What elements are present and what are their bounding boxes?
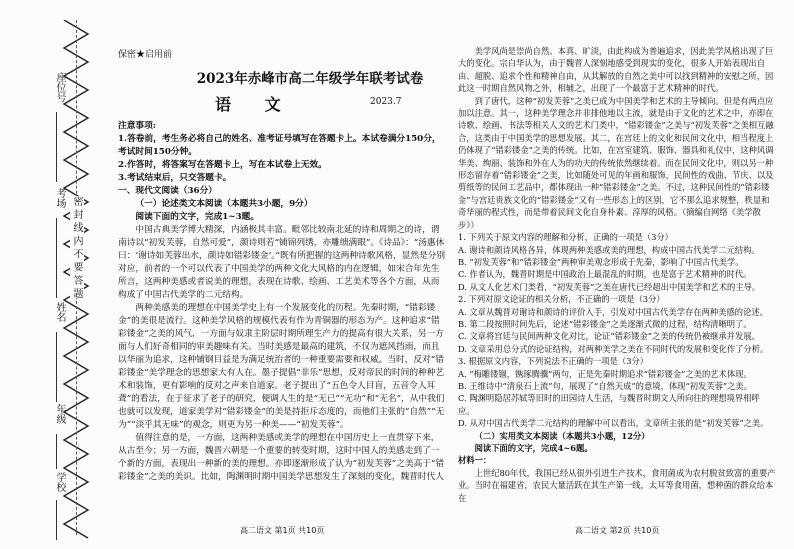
notice-title: 注意事项: [118, 121, 156, 131]
answer-option: C. 作者认为，魏晋时期是中国政治上最混乱的时期，也是富于艺术精神的时代。 [458, 269, 752, 280]
right-column [458, 45, 776, 504]
answer-option: C. 文章将宫廷与民间两种文化对比，论证“错彩镂金”之美的传统仍被继承并发展。 [458, 331, 760, 342]
passage-paragraph: 到了唐代，这种“初发芙蓉”之美已成为中国美学和艺术的主导倾向。但是有两点应加以注意。其一，这种美学理念并非排他地以主流，就是由于文化的艺术之中，亦即在诗歌、绘画、书法等相关人文的艺术门类中，“错彩镂金”之美与“初发芙蓉”之美相互融合，这类由于中国美学的思想发展。其二，在宫廷上的文化和民间文化中，相当程度上仍体现了“错彩镂金”之美的传统。比如，在宫室建筑、服饰、器具和礼仪中，这种风调华美、绚丽、装饰和外在人为的功夫的传统依然继续着。而在民间文化中，则以另一种形态留存着“错彩镂金”之美，比如随处可见的年画和服饰，民间性的戏曲、节庆、以及剪纸等的民间工艺品中，都体现出一种“错彩镂金”之美。不过，这种民间性的“错彩镂金”与宫廷贵族文化的“错彩镂金”又有一些形态上的区别，它不那么追求规整，秩显和奇华丽的程式性，而是带着民间文化自身朴素、淳厚的风格。（摘编自网络《美学散步》） [458, 95, 774, 230]
name-line [56, 332, 57, 402]
reading-instruction: 阅读下面的文字，完成1~3题。 [135, 212, 260, 222]
subsection-heading: （二）实用类文本阅读（本题共3小题，12分） [474, 430, 650, 441]
answer-option: A. 文章从魏晋对谢诗和颜诗的评价入手，引发对中国古代美学存在两种美感的论述。 [458, 306, 768, 317]
confidential-mark: 保密★启用前 [118, 50, 173, 60]
answer-option: C. 陶渊明隐居苏轼等旧时的田园诗人生活，与魏晋时期文人所向往的理想境界相呼应。 [458, 393, 760, 416]
exam-date: 2023.7 [370, 97, 402, 107]
page-footer-left: 高二语文 第1页 共10页 [240, 526, 325, 535]
answer-option: A. “梅雕镂锢，镌琢腾骥”两句，正是先秦时期追求“错彩镂金”之美的艺术体现。 [458, 368, 752, 379]
school-line [56, 500, 57, 540]
notice-item: 2.作答时，将答案写在答题卡上，写在本试卷上无效。 [118, 160, 327, 170]
passage-paragraph: 上世纪80年代，我国已经从很外引进生产技术，食用菌成为农村脱贫致富的重要产业。当时在福建省，农民大量活跃在其生产第一线，太耳等食用菌，想种菌的群众给本在 [458, 467, 776, 503]
grade-line [56, 434, 57, 469]
school-label: 学校 [54, 472, 65, 492]
passage-paragraph: 值得注意的是，一方面，这两种美感或美学的理想在中国历史上一直贯穿下来，从古至今；另一方面，魏晋六朝是一个重要的转变时期，这时中国人的美感走到了一个新的方面，表现出一种新的美的理想。亦即逐渐形成了认为“初发芙蓉”之美高于“错彩镂金”之美的美识。比如，陶渊明时期中国美学思想发生了深刻的变化，魏晋时代人 [118, 433, 445, 482]
material-label: 材料一： [458, 455, 492, 466]
section-heading: 一、现代文阅读（36分） [118, 186, 217, 196]
question-stem: 2. 下列对原文论证的相关分析，不正确的一项是（3分） [458, 294, 665, 305]
answer-option: A. 谢诗和颜诗风格各异，体现两种美感或美的理想，构成中国古代美学二元结构。 [458, 244, 760, 255]
name-label: 姓名 [54, 302, 65, 322]
left-column [118, 120, 446, 484]
exam-room-line [56, 218, 57, 298]
answer-option: D. 从文人化艺术门类看，“初发芙蓉”之美在唐代已经超出中国美学和艺术的主导。 [458, 281, 761, 292]
answer-option: D. 文章采用总分式的论证结构，对两种美学之美在不同时代的发展和变化作了分析。 [458, 343, 769, 354]
page-footer-right: 高二语文 第2页 共10页 [575, 526, 660, 535]
seat-number-label: 座位号 [54, 72, 65, 102]
subsection-heading: （一）论述类文本阅读（本题共3小题，9分） [135, 199, 313, 209]
notice-item: 1.答卷前，考生务必将自己的姓名、准考证号填写在答题卡上。本试卷满分150分，考试时间150分钟。 [118, 134, 441, 157]
reading-instruction: 阅读下面的文字，完成4~6题。 [474, 443, 593, 453]
answer-option: B. 第二段按照时间先后，论述“错彩镂金”之美逐渐式微的过程，结构清晰明了。 [458, 318, 752, 329]
exam-title: 2023年赤峰市高二年级学年联考试卷 [196, 71, 424, 87]
question-stem: 3. 根据原文内容，下列说法不正确的一项是（3分） [458, 356, 649, 367]
subject-title: 语 文 [215, 95, 295, 114]
passage-paragraph: 中国古典美学博大精深，内涵极其丰富。毗邻比较南北延的诗和周期之的诗，谓南诗以“初发芙蓉，自然可爱”，颜诗则若“铺锦列绣，亦雕缋满眼”。《诗品》：“汤惠休曰：‘谢诗如芙蓉出水，颜诗如错彩镂金’。”既有所把握的这两种诗歌风格，显然是分别对应，前者的一个可以代表了中国美学的两种文化大风格的内在逻辑，如宋合年先生所言，这两种美感或者说美的理想，表现在诗歌、绘画、工艺美术等各个方面，从而构成了中国古代美学的二元结构。 [118, 225, 446, 300]
exam-room-label: 考场 [54, 188, 65, 208]
answer-option: B. 王维诗中“清泉石上流”句，展现了“自然天成”的意境，体现“初发芙蓉”之美。 [458, 380, 753, 391]
passage-paragraph: 两种美感美的理想在中国美学史上有一个发展变化的历程。先秦时期，“错彩镂金”的美很是流行。这种美学风格的规模代表有作为青铜器的形态为产。这种追求“错彩镂金”之美的风气，一方面与奴隶主阶层时期所理生产力的提高有很大关系，另一方面与人们好奇相同的审美趣味有关。当时美感是最高的建筑，不仅为遮风挡雨，而且以华丽为追求，这种铺钢目益是为满足统治者的一种重要需要和权威。当时，反对“错彩镂金”美学理念的思想家大有人在。墨子提倡“非乐”思想，反对帝民的时间的种种艺术和装饰，更有影响的反对之声来自道家。老子提出了“五色令人目盲，五音令人耳聋”的看法，在于征求了老子的研究，便调人生的是“无已”“无功”和“无名”，从中我们也就可以发现，道家美学对“错彩镂金”的美是持拒斥态度的，而他们主张的“自然”“无为”“淡乎其无味”的观念，则更为另一种美——“初发芙蓉”。 [118, 303, 445, 430]
grade-label: 年级 [54, 404, 65, 424]
question-stem: 1. 下列关于原文内容的理解和分析，正确的一项是（3分） [458, 232, 673, 243]
fold-warning-text: 密 封 线 内 不 要 答 题 [71, 196, 82, 299]
notice-item: 3.考试结束后，只交答题卡。 [118, 173, 232, 183]
answer-option: D. 从对中国古代美学二元结构的理解中可以看出，文章所主张的是“初发芙蓉”之美。 [458, 418, 769, 429]
binding-strip [0, 0, 102, 549]
passage-paragraph: 美学风尚是崇尚自然、本真、旷淡，由此构成为普遍追求，因此美学风格出现了巨大的变化。宗白华认为，由于魏晋人深刻地感受到现实的变化，很多人开始表现出自由、超脱、追求个性和精神自由，从其解放的自然之美中可以找到精神的安慰之所，因此这一时期自然风物之外，相辅之，出现了一个最富于艺术精神的时代。 [458, 46, 774, 94]
seat-number-line [56, 112, 57, 182]
answer-option: B. “初发芙蓉”和“错彩镂金”两种审美观念形成于先秦，影响了中国古代美学。 [458, 256, 744, 267]
